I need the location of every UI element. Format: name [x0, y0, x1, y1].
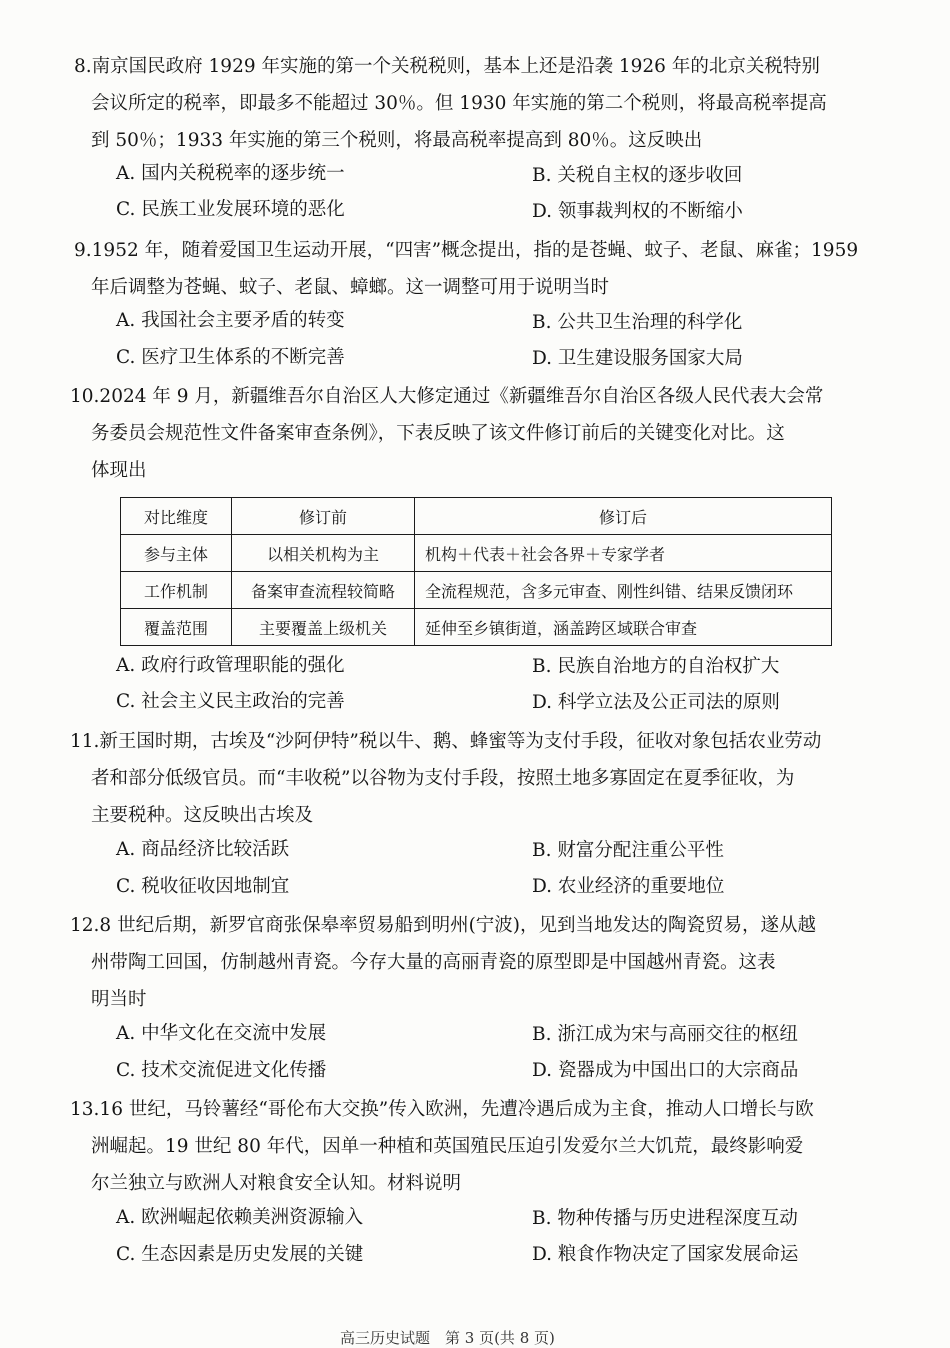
question-10-option-b[interactable]: B. 民族自治地方的自治权扩大	[532, 656, 780, 677]
table-row	[121, 572, 832, 609]
table-header: 对比维度	[121, 498, 232, 535]
question-12-option-b[interactable]: B. 浙江成为宋与高丽交往的枢纽	[532, 1024, 798, 1045]
question-9-option-b[interactable]: B. 公共卫生治理的科学化	[532, 312, 743, 333]
question-11-option-d[interactable]: D. 农业经济的重要地位	[532, 876, 725, 897]
question-13-stem	[70, 1091, 894, 1202]
table-row	[121, 535, 832, 572]
comparison-table	[120, 497, 832, 646]
table-cell: 以相关机构为主	[232, 535, 415, 572]
question-13-option-d[interactable]: D. 粮食作物决定了国家发展命运	[532, 1244, 799, 1265]
stem-line: 12.8 世纪后期，新罗官商张保皋率贸易船到明州(宁波)，见到当地发达的陶瓷贸易，遂从越	[70, 915, 817, 936]
stem-line: 主要税种。这反映出古埃及	[91, 805, 314, 826]
question-13-option-c[interactable]: C. 生态因素是历史发展的关键	[116, 1244, 364, 1265]
question-10-option-a[interactable]: A. 政府行政管理职能的强化	[116, 655, 345, 676]
stem-line: 明当时	[91, 989, 147, 1010]
question-12-stem	[70, 907, 894, 1018]
question-11-option-a[interactable]: A. 商品经济比较活跃	[116, 839, 290, 860]
question-8-stem	[74, 48, 894, 159]
stem-line: 会议所定的税率，即最多不能超过 30％。但 1930 年实施的第二个税则，将最高税率提高	[91, 93, 827, 114]
stem-line: 体现出	[91, 460, 147, 481]
stem-line: 务委员会规范性文件备案审查条例》，下表反映了该文件修订前后的关键变化对比。这	[91, 423, 785, 444]
table-cell: 延伸至乡镇街道，涵盖跨区域联合审查	[415, 609, 832, 646]
question-13-option-a[interactable]: A. 欧洲崛起依赖美洲资源输入	[116, 1207, 364, 1228]
table-cell: 工作机制	[121, 572, 232, 609]
question-10-stem	[70, 378, 894, 489]
stem-line: 9.1952 年，随着爱国卫生运动开展，“四害”概念提出，指的是苍蝇、蚊子、老鼠、麻雀；1959	[74, 240, 859, 261]
table-header-row	[121, 498, 832, 535]
question-10-option-d[interactable]: D. 科学立法及公正司法的原则	[532, 692, 780, 713]
table-cell: 主要覆盖上级机关	[232, 609, 415, 646]
table-cell: 备案审查流程较简略	[232, 572, 415, 609]
stem-line: 8.南京国民政府 1929 年实施的第一个关税税则，基本上还是沿袭 1926 年的北京关税特别	[74, 56, 820, 77]
question-8-option-b[interactable]: B. 关税自主权的逐步收回	[532, 165, 743, 186]
stem-line: 洲崛起。19 世纪 80 年代，因单一种植和英国殖民压迫引发爱尔兰大饥荒，最终影响爱	[91, 1136, 804, 1157]
question-11-option-b[interactable]: B. 财富分配注重公平性	[532, 840, 724, 861]
stem-line: 州带陶工回国，仿制越州青瓷。今存大量的高丽青瓷的原型即是中国越州青瓷。这表	[91, 952, 776, 973]
table-cell: 全流程规范，含多元审查、刚性纠错、结果反馈闭环	[415, 572, 832, 609]
table-row	[121, 609, 832, 646]
table-header: 修订前	[232, 498, 415, 535]
table-cell: 参与主体	[121, 535, 232, 572]
stem-line: 年后调整为苍蝇、蚊子、老鼠、蟑螂。这一调整可用于说明当时	[91, 277, 610, 298]
question-8-option-a[interactable]: A. 国内关税税率的逐步统一	[116, 163, 345, 184]
table-header: 修订后	[415, 498, 832, 535]
question-12-option-c[interactable]: C. 技术交流促进文化传播	[116, 1060, 327, 1081]
stem-line: 13.16 世纪，马铃薯经“哥伦布大交换”传入欧洲，先遭冷遇后成为主食，推动人口增长与欧	[70, 1099, 814, 1120]
question-8-option-c[interactable]: C. 民族工业发展环境的恶化	[116, 199, 345, 220]
table-cell: 覆盖范围	[121, 609, 232, 646]
stem-line: 尔兰独立与欧洲人对粮食安全认知。材料说明	[91, 1173, 462, 1194]
page-footer: 高三历史试题 第 3 页(共 8 页)	[340, 1329, 555, 1347]
question-9-option-d[interactable]: D. 卫生建设服务国家大局	[532, 348, 743, 369]
question-11-stem	[70, 723, 894, 834]
question-12-option-a[interactable]: A. 中华文化在交流中发展	[116, 1023, 327, 1044]
question-8-option-d[interactable]: D. 领事裁判权的不断缩小	[532, 201, 743, 222]
stem-line: 者和部分低级官员。而“丰收税”以谷物为支付手段，按照土地多寡固定在夏季征收，为	[91, 768, 795, 789]
stem-line: 10.2024 年 9 月，新疆维吾尔自治区人大修定通过《新疆维吾尔自治区各级人民代表大会常	[70, 386, 824, 407]
question-9-option-c[interactable]: C. 医疗卫生体系的不断完善	[116, 347, 345, 368]
question-13-option-b[interactable]: B. 物种传播与历史进程深度互动	[532, 1208, 798, 1229]
stem-line: 11.新王国时期，古埃及“沙阿伊特”税以牛、鹅、蜂蜜等为支付手段，征收对象包括农业劳动	[70, 731, 822, 752]
question-9-option-a[interactable]: A. 我国社会主要矛盾的转变	[116, 310, 345, 331]
stem-line: 到 50％；1933 年实施的第三个税则，将最高税率提高到 80％。这反映出	[91, 130, 703, 151]
question-10-option-c[interactable]: C. 社会主义民主政治的完善	[116, 691, 345, 712]
question-11-option-c[interactable]: C. 税收征收因地制宜	[116, 876, 290, 897]
question-12-option-d[interactable]: D. 瓷器成为中国出口的大宗商品	[532, 1060, 799, 1081]
table-cell: 机构＋代表＋社会各界＋专家学者	[415, 535, 832, 572]
question-9-stem	[74, 232, 894, 306]
